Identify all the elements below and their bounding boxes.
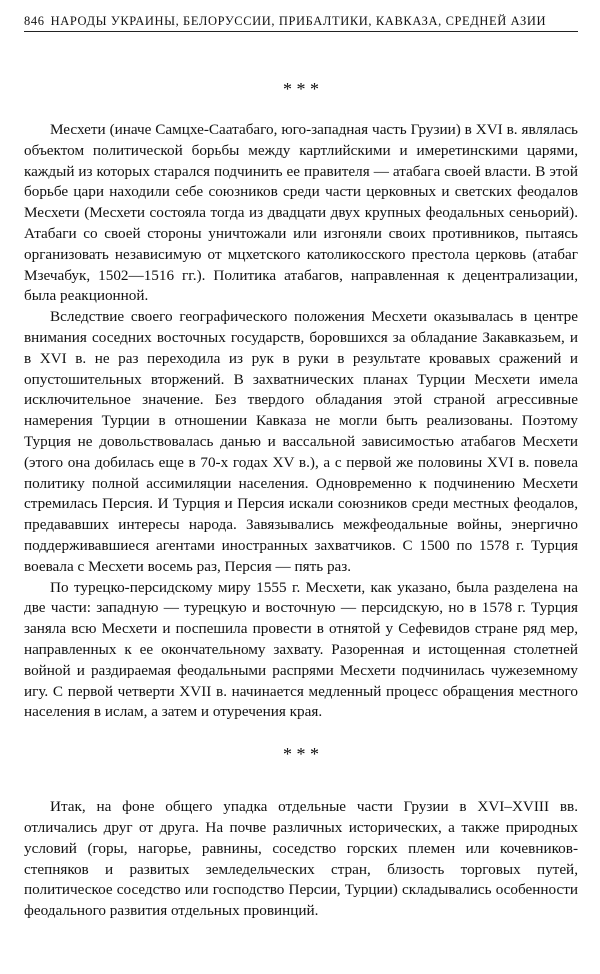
paragraph-peace-treaty: По турецко-персидскому миру 1555 г. Месхети, как указано, была разделена на две части: западную — турецкую и восточную — персидскую, но в 1578 г. Турция заняла всю Месхети и поспешила провести в отнятой у Сефевидов стране ряд мер, направленных к ее окончательному захвату. Разоренная и истощенная столетней войной и раздираемая феодальными распрями Месхети подчинилась чужеземному игу. С первой четверти XVII в. начинается медленный процесс обращения местного населения в ислам, а затем и отуречения края. — [24, 578, 578, 721]
paragraph-conclusion: Итак, на фоне общего упадка отдельные части Грузии в XVI–XVIII вв. отличались друг от друга. На почве различных исторических, а также природных условий (горы, нагорье, равнины, соседство горских племен или кочевников-степняков и развитых земледельческих стран, близость торговых путей, политическое соседство или господство Персии, Турции) складывались особенности феодального развития отдельных провинций. — [24, 798, 578, 920]
running-head — [24, 14, 578, 32]
running-head-title: НАРОДЫ УКРАИНЫ, БЕЛОРУССИИ, ПРИБАЛТИКИ, КАВКАЗА, СРЕДНЕЙ АЗИИ — [50, 14, 547, 28]
paragraph-geographic-position: Вследствие своего географического положения Месхети оказывалась в центре внимания соседних восточных государств, боровшихся за обладание Закавказьем, и в XVI в. не раз переходила из рук в руки в результате кровавых сражений и опустошительных вторжений. В захватнических планах Турции Месхети имела исключительное значение. Без твердого обладания этой страной агрессивные намерения Турции в отношении Кавказа не могли быть реализованы. Поэтому Турция не довольствовалась данью и вассальной зависимостью атабагов Месхети (этого она добилась еще в 70-х годах XV в.), а с первой же половины XVI в. повела политику полной ассимиляции населения. Одновременно к подчинению Месхети стремилась Персия. И Турция и Персия искали союзников среди местных феодалов, предававших интересы народа. Завязывались межфеодальные войны, энергично поддерживавшиеся агентами иностранных захватчиков. С 1500 по 1578 г. Турция воевала с Месхети восемь раз, Персия — пять раз. — [24, 308, 578, 575]
paragraph-meskheti-intro: Месхети (иначе Самцхе-Саатабаго, юго-западная часть Грузии) в XVI в. являлась объектом политической борьбы между картлийскими и имеретинскими царями, каждый из которых старался подчинить ее правителя — атабага своей власти. В этой борьбе цари находили себе союзников среди части церковных и светских феодалов Месхети (Месхети состояла тогда из двадцати двух крупных феодальных сеньорий). Атабаги со своей стороны уничтожали или изгоняли своих противников, пытаясь организовать независимую от мцхетского католикосского престола церковь (атабаг Мзечабук, 1502—1516 гг.). Политика атабагов, направленная к децентрализации, была реакционной. — [24, 121, 578, 305]
page-number: 846 — [24, 14, 45, 28]
section-separator-top: * * * — [283, 79, 319, 99]
section-separator-bottom: * * * — [283, 744, 319, 765]
